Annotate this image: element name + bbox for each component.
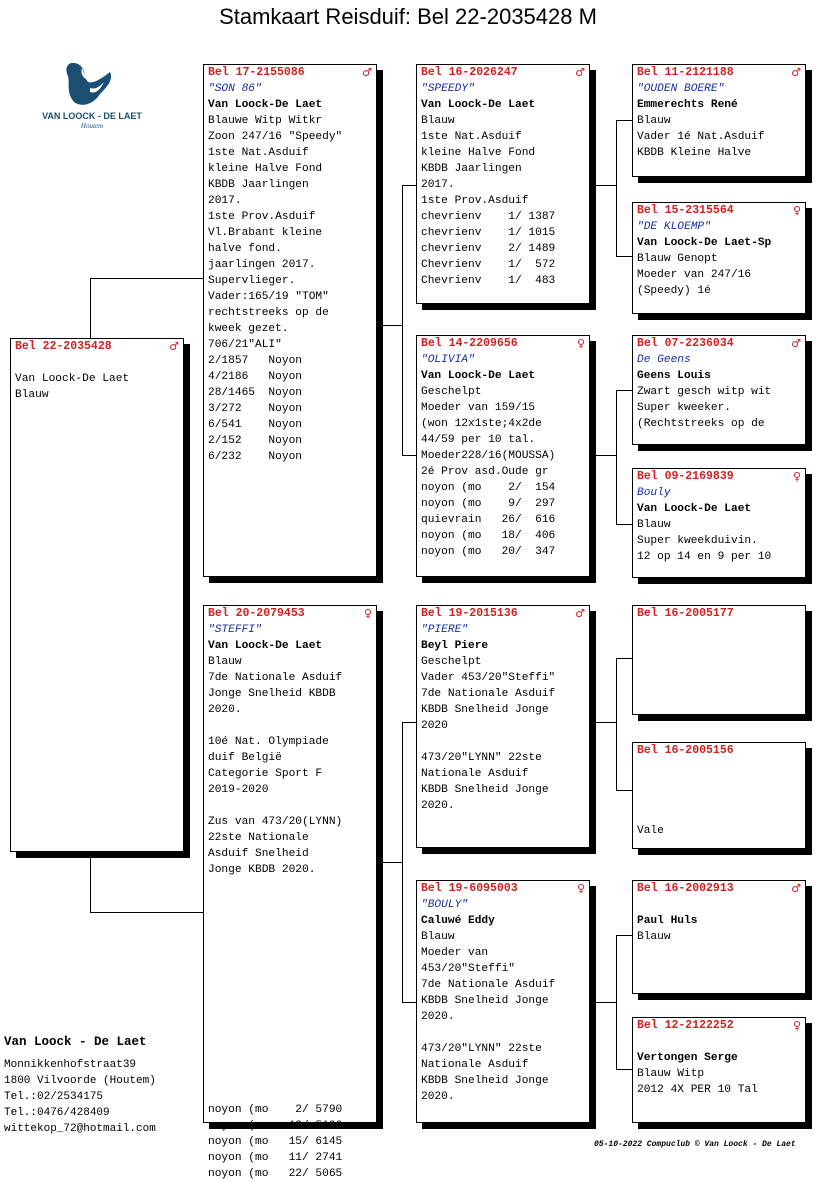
card-line: 2020. [421,800,455,812]
ring-number: Bel 16-2002913 [637,882,734,895]
connector-line [616,120,633,121]
card-header [637,881,801,897]
logo-subtitle: Houtem [80,122,104,130]
card-line: Nationale Asduif [421,768,529,780]
ring-number: Bel 15-2315564 [637,204,734,217]
card-line: (won 12x1ste;4x2de [421,418,542,430]
card-line: 2012 4X PER 10 Tal [637,1084,758,1096]
breeder-name [637,775,801,791]
breeder-name: Van Loock-De Laet [208,99,323,111]
connector-line [90,912,204,913]
breeder-name: Van Loock-De Laet [421,99,536,111]
pigeon-card-mm[interactable] [416,880,590,1123]
pigeon-card-mff[interactable] [632,605,806,715]
card-line: 2é Prov asd.Oude gr [421,466,549,478]
page-title: Stamkaart Reisduif: Bel 22-2035428 M [219,4,597,29]
card-line: 12 op 14 en 9 per 10 [637,551,772,563]
card-line: Blauw [15,389,49,401]
ring-number: Bel 17-2155086 [208,66,305,79]
card-line: Vl.Brabant kleine [208,227,323,239]
card-line: 7de Nationale Asduif [208,672,343,684]
card-line: Blauw [421,931,455,943]
breeder-name: Paul Huls [637,915,698,927]
card-line: KBDB Snelheid Jonge [421,784,549,796]
card-line: kleine Halve Fond [421,147,536,159]
pigeon-nickname: "SPEEDY" [421,83,475,95]
male-icon: ♂ [575,66,585,79]
pigeon-card-mfm[interactable] [632,742,806,849]
breeder-name: Van Loock-De Laet [637,503,752,515]
card-line: 28/1465 Noyon [208,387,302,399]
card-line: 1ste Nat.Asduif [421,131,522,143]
card-line: kweek gezet. [208,323,289,335]
breeder-name: Caluwé Eddy [421,915,495,927]
pigeon-nickname: "SON 86" [208,83,262,95]
card-line: 1ste Prov.Asduif [421,195,529,207]
card-line: KBDB Jaarlingen [208,179,309,191]
card-line: Blauw Witp [637,1068,705,1080]
card-line: (Rechtstreeks op de [637,418,765,430]
card-line: 2019-2020 [208,784,269,796]
card-header [637,336,801,352]
pigeon-card-main[interactable] [10,338,184,852]
pigeon-nickname: "STEFFI" [208,624,262,636]
card-line: Zwart gesch witp wit [637,386,772,398]
connector-line [616,1069,633,1070]
card-header [637,1018,801,1034]
breeder-name: Vertongen Serge [637,1052,738,1064]
card-line: 2017. [421,179,455,191]
card-line: 22ste Nationale [208,832,309,844]
card-line: noyon (mo 2/ 154 [421,482,556,494]
card-line: noyon (mo 20/ 347 [421,546,556,558]
pigeon-card-ff[interactable] [416,64,590,304]
ring-number: Bel 07-2236034 [637,337,734,350]
card-line: 1ste Nat.Asduif [208,147,309,159]
connector-line [616,524,633,525]
card-line: 706/21"ALI" [208,339,282,351]
male-icon: ♂ [791,337,801,350]
card-header [421,606,585,622]
card-header [15,339,179,355]
card-header [208,65,372,81]
card-line: Super kweekduivin. [637,535,758,547]
connector-line [590,455,617,456]
connector-line [616,935,633,936]
pigeon-card-fmm[interactable] [632,468,806,578]
card-line: noyon (mo 22/ 5065 [208,1168,343,1180]
card-line: quievrain 26/ 616 [421,514,556,526]
pigeon-nickname: "DE KLOEMP" [637,221,711,233]
female-icon: ♀ [363,607,372,620]
logo-brand: VAN LOOCK - DE LAET [42,111,142,121]
owner-name: Van Loock - De Laet [4,1035,147,1049]
card-line: noyon (mo 12/ 5126 [208,1120,343,1132]
card-line: 2020. [208,704,242,716]
card-header [208,606,372,622]
card-line: Blauw [637,519,671,531]
owner-info [4,1034,156,1137]
breeder-name [637,638,801,654]
breeder-name: Geens Louis [637,370,711,382]
card-line: KBDB Snelheid Jonge [421,704,549,716]
logo [38,58,146,130]
connector-line [402,455,417,456]
owner-street: Monnikkenhofstraat39 [4,1059,137,1071]
card-line: 2020 [421,720,448,732]
female-icon: ♀ [792,470,801,483]
card-line [208,1038,372,1054]
connector-line [616,256,633,257]
card-line: Blauw Genopt [637,253,718,265]
card-line: kleine Halve Fond [208,163,323,175]
card-line: Vader 453/20"Steffi" [421,672,556,684]
card-line: Supervlieger. [208,275,296,287]
connector-line [402,722,417,723]
ring-number: Bel 09-2169839 [637,470,734,483]
owner-phone: Tel.:02/2534175 [4,1091,104,1103]
card-line: chevrienv 1/ 1387 [421,211,556,223]
connector-line [616,390,617,524]
card-line [208,942,372,958]
card-line [208,910,372,926]
card-line: Super kweeker. [637,402,731,414]
card-line: noyon (mo 9/ 297 [421,498,556,510]
card-line: 7de Nationale Asduif [421,979,556,991]
connector-line [616,790,633,791]
card-line: 1ste Prov.Asduif [208,211,316,223]
card-line: Van Loock-De Laet [15,373,130,385]
pigeon-logo-icon [38,58,146,110]
card-line: Vader:165/19 "TOM" [208,291,329,303]
card-line: Geschelpt [421,386,482,398]
card-line [208,894,372,910]
male-icon: ♂ [791,66,801,79]
connector-line [376,325,403,326]
footer-credit: 05-10-2022 Compuclub © Van Loock - De Laet [594,1140,796,1149]
card-line [208,1006,372,1022]
connector-line [616,658,633,659]
card-line: 2/152 Noyon [208,435,302,447]
breeder-name: Emmerechts René [637,99,738,111]
card-line: KBDB Kleine Halve [637,147,752,159]
card-line: chevrienv 1/ 1015 [421,227,556,239]
ring-number: Bel 20-2079453 [208,607,305,620]
card-line: Vale [637,825,664,837]
card-line: Moeder van 247/16 [637,269,752,281]
connector-line [616,935,617,1069]
card-header [637,203,801,219]
card-line: Zus van 473/20(LYNN) [208,816,343,828]
card-line: halve fond. [208,243,282,255]
male-icon: ♂ [791,882,801,895]
female-icon: ♀ [792,204,801,217]
card-line [208,1022,372,1038]
female-icon: ♀ [576,337,585,350]
card-line: Blauw [637,115,671,127]
card-line: 6/232 Noyon [208,451,302,463]
pigeon-card-mmm[interactable] [632,1017,806,1123]
pigeon-nickname [637,897,801,913]
card-line: 4/2186 Noyon [208,371,302,383]
card-line: noyon (mo 18/ 406 [421,530,556,542]
ring-number: Bel 11-2121188 [637,66,734,79]
card-line: 2/1857 Noyon [208,355,302,367]
card-line [208,958,372,974]
connector-line [402,1002,417,1003]
pigeon-card-fff[interactable] [632,64,806,177]
ring-number: Bel 16-2005156 [637,744,734,757]
pigeon-card-mmf[interactable] [632,880,806,994]
card-line [208,718,372,734]
card-line [208,1070,372,1086]
female-icon: ♀ [576,882,585,895]
ring-number: Bel 16-2005177 [637,607,734,620]
connector-line [90,850,91,912]
connector-line [616,658,617,790]
card-line: Chevrienv 1/ 572 [421,259,556,271]
card-line: duif België [208,752,282,764]
card-line: 2020. [421,1011,455,1023]
owner-email[interactable]: wittekop_72@hotmail.com [4,1123,156,1135]
card-line [208,1054,372,1070]
pigeon-card-mf[interactable] [416,605,590,848]
pigeon-nickname [637,1034,801,1050]
card-line [208,798,372,814]
card-line: Asduif Snelheid [208,848,309,860]
card-line: Geschelpt [421,656,482,668]
card-line: KBDB Snelheid Jonge [421,1075,549,1087]
ring-number: Bel 19-6095003 [421,882,518,895]
ring-number: Bel 14-2209656 [421,337,518,350]
male-icon: ♂ [169,340,179,353]
card-line [208,878,372,894]
card-line: 6/541 Noyon [208,419,302,431]
breeder-name: Beyl Piere [421,640,489,652]
card-line: Blauw [637,931,671,943]
ring-number: Bel 19-2015136 [421,607,518,620]
card-line [208,926,372,942]
ring-number: Bel 16-2026247 [421,66,518,79]
connector-line [402,722,403,1002]
ring-number: Bel 22-2035428 [15,340,112,353]
card-line: 2017. [208,195,242,207]
card-line: 44/59 per 10 tal. [421,434,536,446]
card-line: Vader 1é Nat.Asduif [637,131,765,143]
connector-line [402,185,403,455]
card-line: Nationale Asduif [421,1059,529,1071]
card-line: noyon (mo 11/ 2741 [208,1152,343,1164]
pigeon-card-fmf[interactable] [632,335,806,445]
male-icon: ♂ [362,66,372,79]
connector-line [402,185,417,186]
card-header [637,65,801,81]
card-line: Blauwe Witp Witkr [208,115,323,127]
card-line: KBDB Jaarlingen [421,163,522,175]
card-line: Categorie Sport F [208,768,323,780]
card-line: Zoon 247/16 "Speedy" [208,131,343,143]
card-header [637,469,801,485]
pigeon-card-ffm[interactable] [632,202,806,314]
pigeon-nickname [637,622,801,638]
breeder-name: Van Loock-De Laet [208,640,323,652]
card-header [421,65,585,81]
card-line: jaarlingen 2017. [208,259,316,271]
connector-line [90,278,204,279]
pigeon-nickname: Bouly [637,487,671,499]
card-line: Moeder228/16(MOUSSA) [421,450,556,462]
card-line: 2020. [421,1091,455,1103]
card-line [208,974,372,990]
card-line [421,1025,585,1041]
ring-number: Bel 12-2122252 [637,1019,734,1032]
card-line [421,734,585,750]
owner-city: 1800 Vilvoorde (Houtem) [4,1075,156,1087]
card-line [208,1086,372,1102]
pigeon-nickname: "OUDEN BOERE" [637,83,725,95]
card-line: chevrienv 2/ 1489 [421,243,556,255]
pigeon-card-father[interactable] [203,64,377,577]
card-header [421,881,585,897]
card-line: (Speedy) 1é [637,285,711,297]
card-header [637,606,801,622]
card-line: noyon (mo 2/ 5790 [208,1104,343,1116]
connector-line [90,278,91,340]
card-line: 473/20"LYNN" 22ste [421,752,542,764]
pigeon-nickname [637,759,801,775]
card-line: KBDB Snelheid Jonge [421,995,549,1007]
card-line: Blauw [208,656,242,668]
card-line: rechtstreeks op de [208,307,329,319]
card-header [421,336,585,352]
pigeon-card-mother[interactable] [203,605,377,1180]
connector-line [376,862,403,863]
card-line: Moeder van [421,947,489,959]
card-line: Jonge Snelheid KBDB [208,688,336,700]
breeder-name: Van Loock-De Laet-Sp [637,237,772,249]
card-line: Moeder van 159/15 [421,402,536,414]
card-line [637,791,801,807]
pigeon-nickname: "BOULY" [421,899,468,911]
connector-line [616,120,617,256]
card-line: 3/272 Noyon [208,403,302,415]
card-line [15,355,179,371]
card-header [637,743,801,759]
pigeon-card-fm[interactable] [416,335,590,577]
female-icon: ♀ [792,1019,801,1032]
card-line: noyon (mo 15/ 6145 [208,1136,343,1148]
card-line: 10é Nat. Olympiade [208,736,329,748]
breeder-name: Van Loock-De Laet [421,370,536,382]
connector-line [590,185,617,186]
connector-line [590,1002,617,1003]
owner-mobile: Tel.:0476/428409 [4,1107,110,1119]
pigeon-nickname: "OLIVIA" [421,354,475,366]
card-line: 7de Nationale Asduif [421,688,556,700]
pigeon-nickname: "PIERE" [421,624,468,636]
card-line [208,990,372,1006]
male-icon: ♂ [575,607,585,620]
pigeon-nickname: De Geens [637,354,691,366]
card-line: 453/20"Steffi" [421,963,515,975]
card-line: Blauw [421,115,455,127]
card-line: Jonge KBDB 2020. [208,864,316,876]
card-line: 473/20"LYNN" 22ste [421,1043,542,1055]
card-line [637,807,801,823]
connector-line [616,390,633,391]
connector-line [590,722,617,723]
card-line: Chevrienv 1/ 483 [421,275,556,287]
